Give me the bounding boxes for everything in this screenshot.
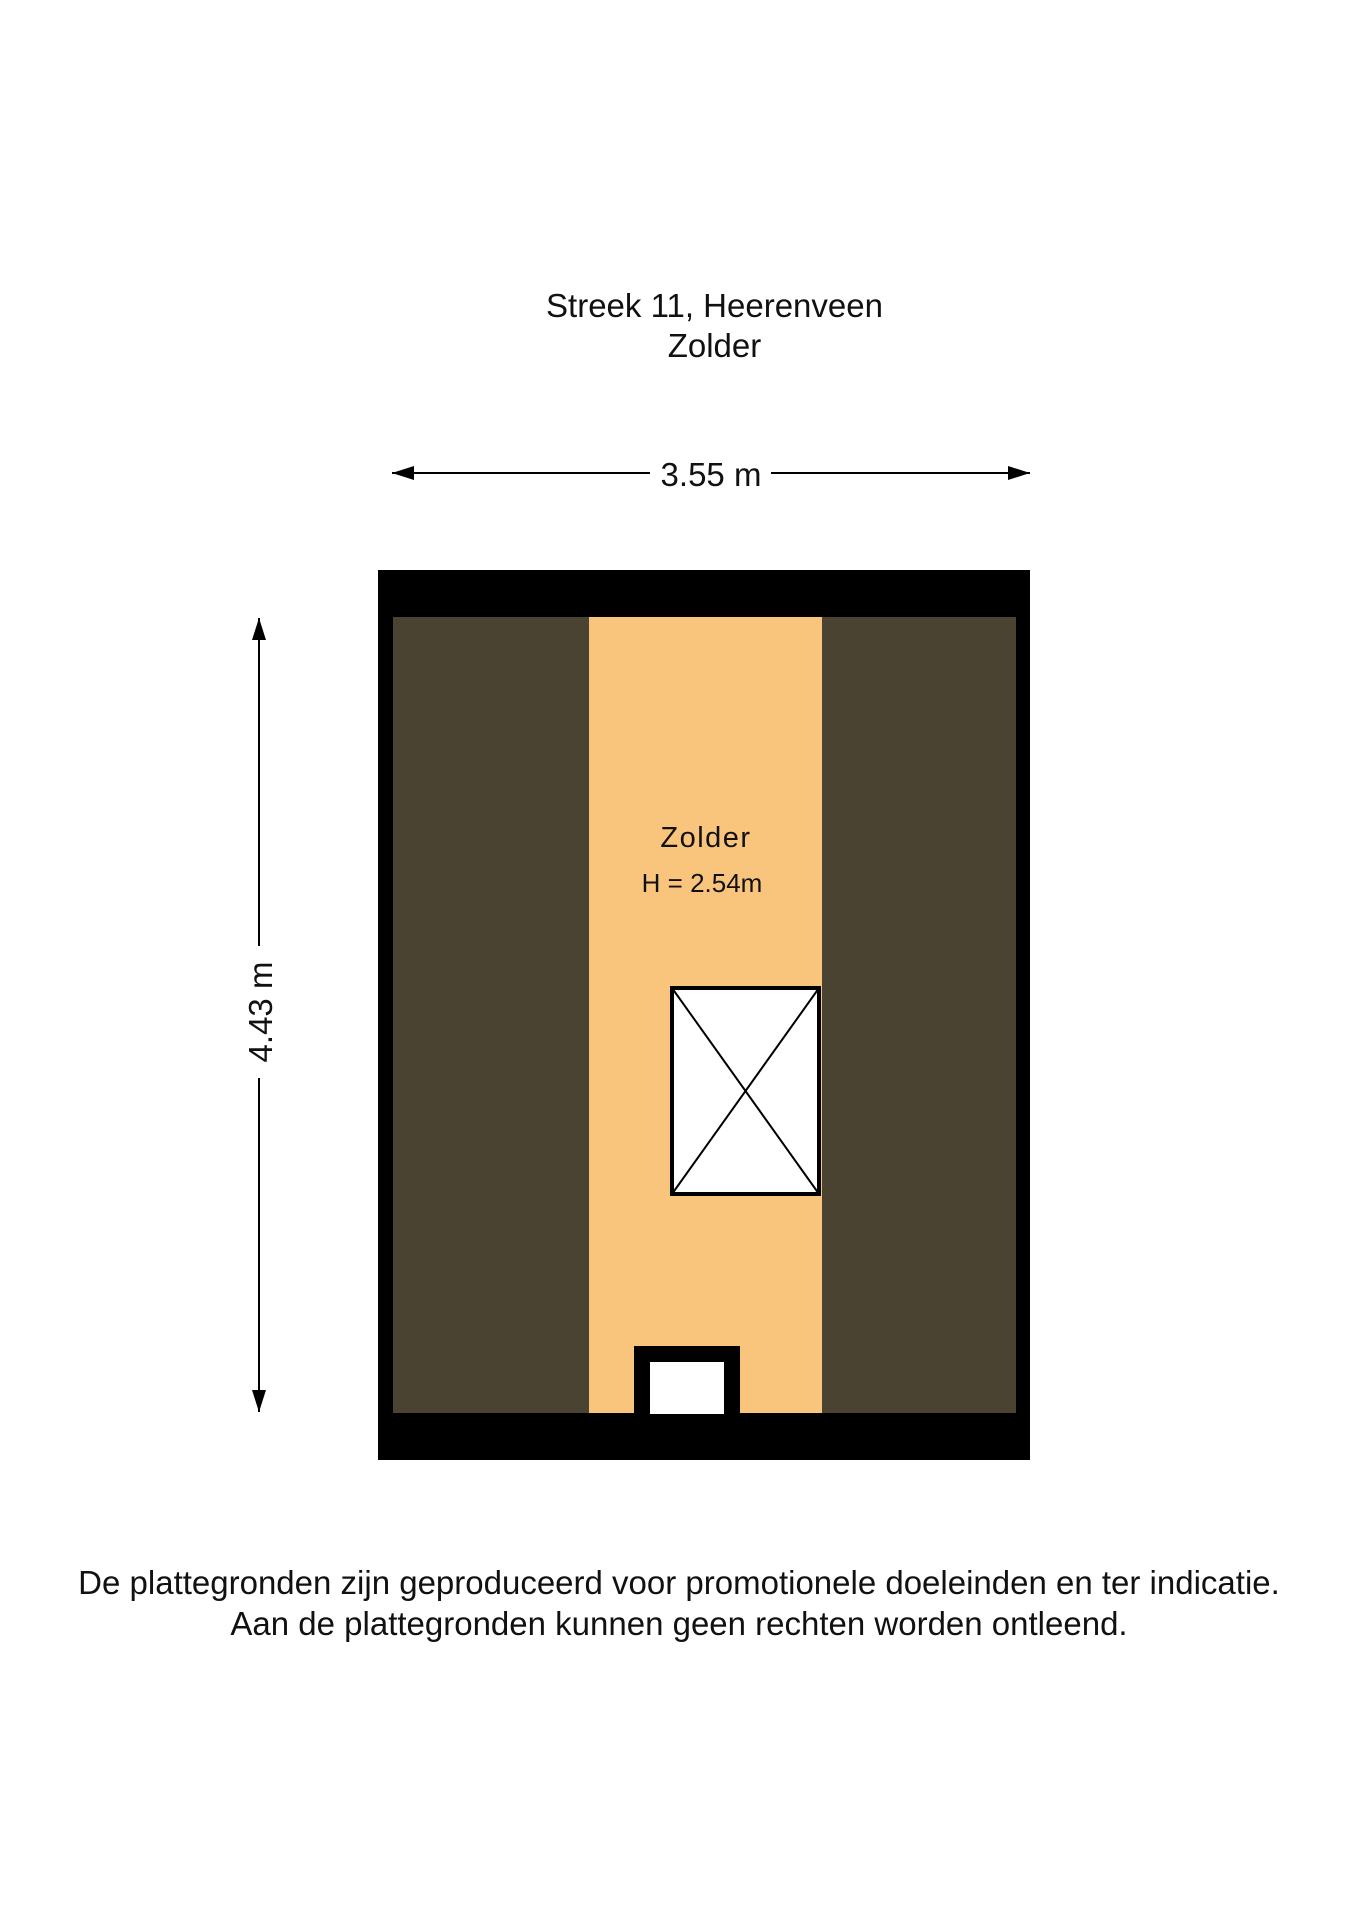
address-title: Streek 11, Heerenveen <box>546 287 883 324</box>
crossed-rectangle-icon <box>672 988 819 1194</box>
height-dimension <box>242 618 279 1412</box>
roof-slope-left <box>393 617 589 1413</box>
height-arrow-up-icon <box>252 618 266 640</box>
wall-opening <box>650 1362 724 1414</box>
room-height-label: H = 2.54m <box>641 868 763 898</box>
width-dimension <box>392 456 1030 493</box>
roof-slope-right <box>822 617 1016 1413</box>
disclaimer-line-1: De plattegronden zijn geproduceerd voor promotionele doeleinden en ter indicatie. <box>78 1564 1280 1601</box>
height-arrow-down-icon <box>252 1390 266 1412</box>
disclaimer-line-2: Aan de plattegronden kunnen geen rechten worden ontleend. <box>230 1605 1128 1642</box>
width-dimension-label: 3.55 m <box>660 456 762 493</box>
floor-title: Zolder <box>667 327 762 364</box>
room-name-label: Zolder <box>660 822 752 854</box>
width-arrow-right-icon <box>1008 466 1030 480</box>
width-arrow-left-icon <box>392 466 414 480</box>
height-dimension-label: 4.43 m <box>242 961 279 1063</box>
